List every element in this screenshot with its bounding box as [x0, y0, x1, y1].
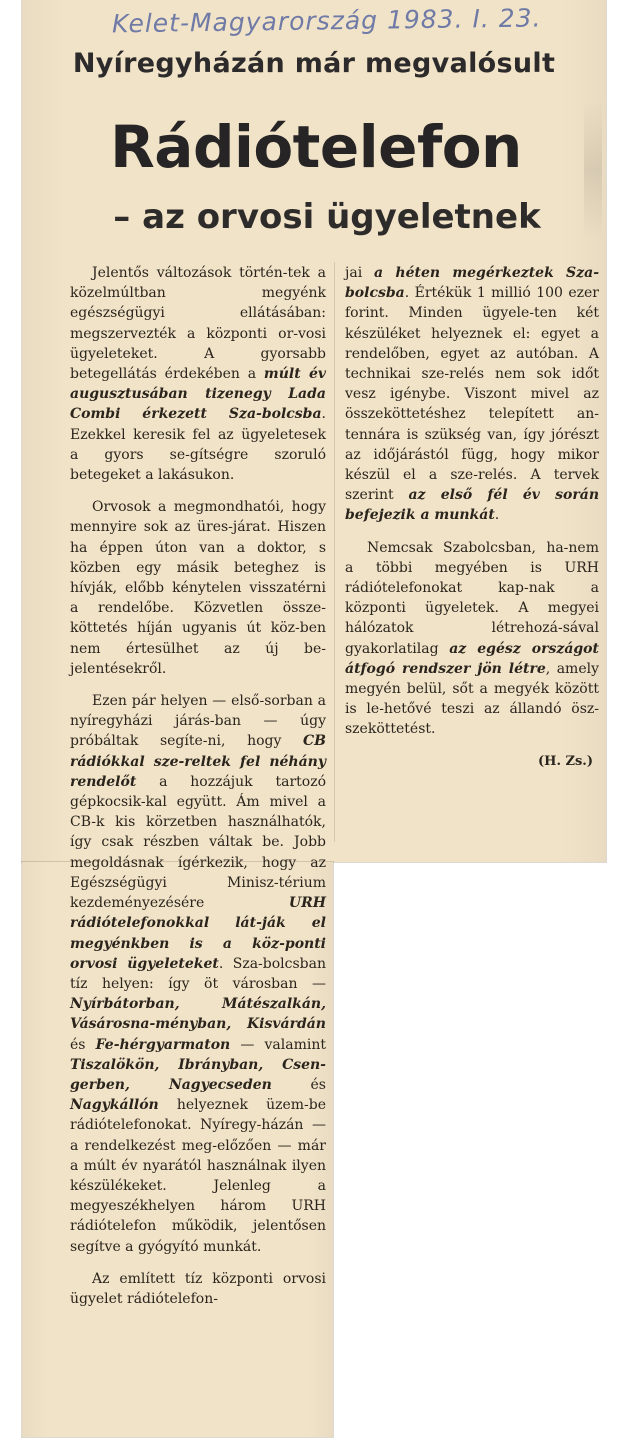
emphasized-text: Fe-hérgyarmaton: [95, 1036, 231, 1053]
body-text: . Értékük 1 millió 100 ezer forint. Minden ügyele-ten két készüléket helyeznek el: egyet a rendelőben, egyet az autóban. A technikai sze-relés nem sok időt vesz igénybe. Viszont mivel az összeköttetéshez telepített an-tennára is szükség van, így jórészt az időjárástól függ, hogy mikor készül el a sze-relés. A tervek szerint: [345, 285, 599, 504]
body-text: — valamint: [230, 1036, 326, 1053]
article-column-left: [70, 263, 326, 1321]
body-text: Orvosok a megmondhatói, hogy mennyire sok az üres-járat. Hiszen ha éppen úton van a doktor, s közben egy másik beteghez is hívják, előbb kénytelen visszatérni a rendelőbe. Közvetlen össze-köttetés híján ugyanis út köz-ben nem értesülhet az új be-jelentésekről.: [70, 499, 326, 677]
emphasized-text: a héten megérkeztek Sza-bolcsba: [345, 265, 599, 302]
body-text: és: [70, 1036, 96, 1053]
emphasized-text: az egész országot átfogó rendszer jön létre: [345, 640, 599, 677]
article-byline: (H. Zs.): [538, 753, 593, 769]
handwritten-note: Kelet-Magyarország 1983. I. 23.: [111, 3, 542, 39]
emphasized-text: Tiszalökön, Ibrányban, Csen-gerben, Nagyecseden: [70, 1056, 326, 1093]
article-paragraph: [70, 263, 326, 485]
body-text: Jelentős változások történ-tek a közelmúltban megyénk egészségügyi ellátásában: megszervezték a központi or-vosi ügyeleteket. A gyorsabb betegellátás érdekében a: [70, 265, 326, 383]
body-text: Ezen pár helyen — első-sorban a nyíregyházi járás-ban — úgy próbáltak segíte-ni, hogy: [70, 693, 326, 750]
body-text: , amely megyén belül, sőt a megyék között is le-hetővé teszi az állandó ösz-szeköttetést.: [345, 660, 599, 738]
body-text: . Ezekkel keresik fel az ügyeletesek a gyors se-gítségre szoruló betegeket a lakásukon.: [70, 406, 326, 484]
body-text: . Sza-bolcsban tíz helyen: így öt városban —: [70, 955, 326, 992]
article-headline: Rádiótelefon: [110, 113, 522, 181]
emphasized-text: múlt év augusztusában tizenegy Lada Combi érkezett Sza-bolcsba: [70, 366, 326, 423]
emphasized-text: Nyírbátorban, Mátészalkán, Vásárosna-ményban, Kisvárdán: [70, 996, 326, 1033]
article-subheadline: – az orvosi ügyeletnek: [113, 197, 541, 237]
body-text: jai: [345, 265, 375, 281]
emphasized-text: CB rádiókkal sze-reltek fel néhány rendelőt: [70, 733, 326, 790]
body-text: Nemcsak Szabolcsban, ha-nem a többi megyében is URH rádiótelefonokat kap-nak a központi ügyeletek. A megyei hálózatok létrehozá-sával gyakorlatilag: [345, 539, 599, 657]
article-paragraph: [70, 691, 326, 1257]
body-text: Az említett tíz központi orvosi ügyelet rádiótelefon-: [70, 1270, 326, 1307]
body-text: és: [271, 1076, 326, 1093]
body-text: a hozzájuk tartozó gépkocsik-kal együtt. Ám mivel a CB-k kis körzetben használhatók, így csak részben váltak be. Jobb megoldásnak ígérkezik, hogy az Egészségügyi Minisz-térium kezdeményezésére: [70, 773, 326, 912]
article-paragraph: [70, 1269, 326, 1309]
emphasized-text: az első fél év során befejezik a munkát: [345, 487, 599, 524]
emphasized-text: URH rádiótelefonokkal lát-ják el megyénkben is a köz-ponti orvosi ügyeleteket: [70, 895, 326, 972]
article-paragraph: [70, 497, 326, 679]
article-kicker: Nyíregyházán már megvalósult: [72, 48, 556, 79]
body-text: .: [494, 507, 500, 524]
column-divider: [334, 262, 335, 842]
emphasized-text: Nagykállón: [70, 1097, 159, 1114]
article-paragraph: [345, 263, 599, 526]
article-paragraph: [345, 538, 599, 740]
article-column-right: [345, 263, 599, 772]
body-text: helyeznek üzem-be rádiótelefonokat. Nyíregy-házán — a rendelkezést meg-előzően — már a múlt év nyarától használnak ilyen készülékeket. Jelenleg a megyeszékhelyen három URH rádiótelefon működik, jelentősen segítve a gyógyító munkát.: [70, 1097, 326, 1255]
